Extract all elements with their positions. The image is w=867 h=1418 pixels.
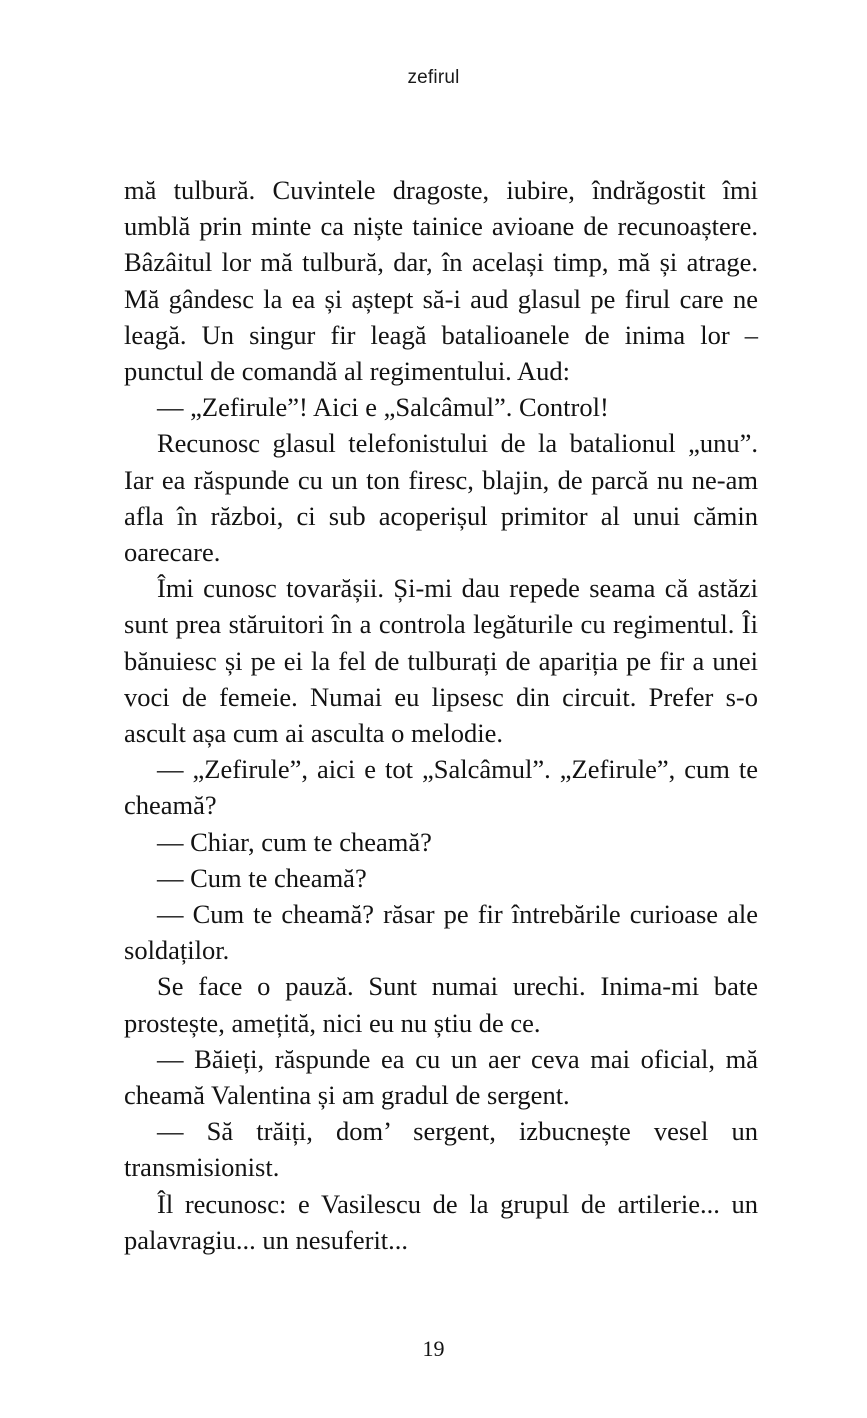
paragraph: Recunosc glasul telefonistului de la batalionul „unu”. Iar ea răspunde cu un ton firesc, blajin, de parcă nu ne-am afla în război, ci sub acoperișul primitor al unui cămin oarecare. bbox=[124, 428, 758, 568]
page-number: 19 bbox=[422, 1336, 445, 1361]
paragraph: mă tulbură. Cuvintele dragoste, iubire, îndrăgostit îmi umblă prin minte ca niște tainice avioane de recunoaștere. Bâzâitul lor mă tulbură, dar, în același timp, mă și atrage. Mă gândesc la ea și aștept să-i aud glasul pe firul care ne leagă. Un singur fir leagă batalioanele de inima lor – punctul de comandă al regimentului. Aud: bbox=[124, 175, 758, 387]
paragraph: — Băieți, răspunde ea cu un aer ceva mai oficial, mă cheamă Valentina și am gradul de sergent. bbox=[124, 1043, 758, 1111]
paragraph: Îl recunosc: e Vasilescu de la grupul de artilerie... un palavragiu... un nesuferit... bbox=[124, 1188, 758, 1255]
running-head: zefirul bbox=[407, 67, 460, 88]
paragraph: Se face o pauză. Sunt numai urechi. Inima-mi bate prostește, amețită, nici eu nu știu de ce. bbox=[124, 971, 758, 1038]
paragraph: — Chiar, cum te cheamă? bbox=[157, 826, 432, 857]
paragraph: — „Zefirule”! Aici e „Salcâmul”. Control! bbox=[157, 392, 609, 423]
body-text bbox=[124, 172, 758, 1258]
paragraph: — Cum te cheamă? răsar pe fir întrebările curioase ale soldaților. bbox=[124, 899, 758, 966]
paragraph: — Cum te cheamă? bbox=[157, 862, 367, 893]
paragraph: — „Zefirule”, aici e tot „Salcâmul”. „Zefirule”, cum te cheamă? bbox=[124, 754, 758, 821]
paragraph: Îmi cunosc tovarășii. Și-mi dau repede seama că astăzi sunt prea stăruitori în a controla legăturile cu regimentul. Îi bănuiesc și pe ei la fel de tulburați de apariția pe fir a unei voci de femeie. Numai eu lipsesc din circuit. Prefer s-o ascult așa cum ai asculta o melodie. bbox=[124, 573, 758, 749]
paragraph: — Să trăiți, dom’ sergent, izbucnește vesel un transmisionist. bbox=[124, 1116, 758, 1183]
